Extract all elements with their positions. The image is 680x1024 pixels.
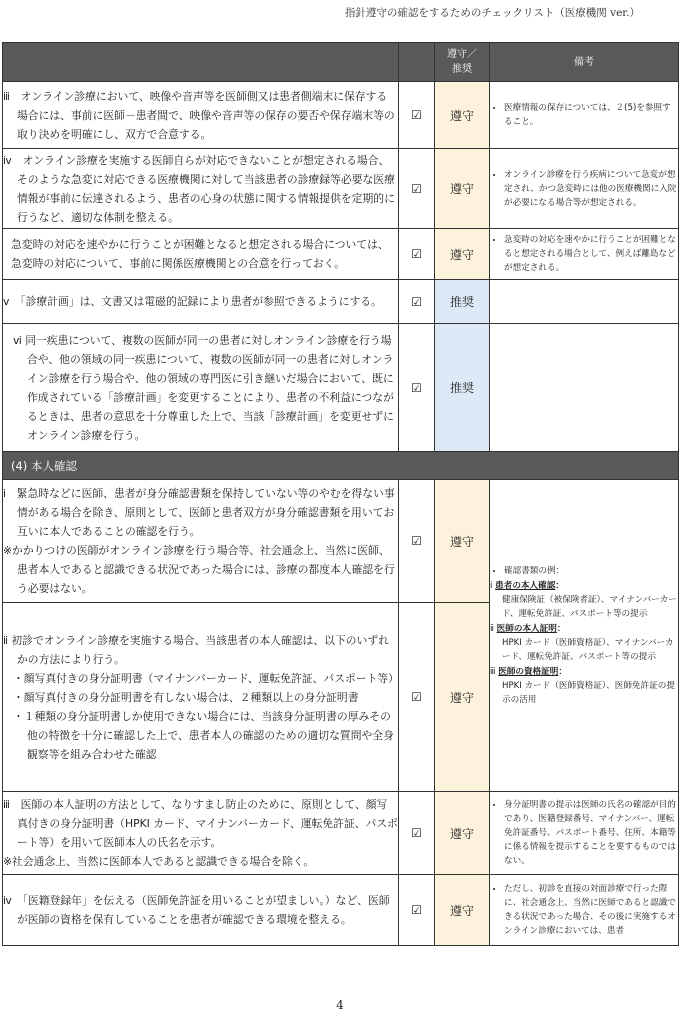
- status-cell: 推奨: [435, 280, 490, 324]
- remarks-cell: [490, 280, 679, 324]
- subitem-label: ⅰ: [490, 581, 493, 591]
- header-blank: [3, 43, 399, 82]
- status-cell: 遵守: [435, 603, 490, 792]
- remarks-cell: [490, 792, 679, 875]
- checkbox[interactable]: ☑: [399, 229, 435, 280]
- checkbox[interactable]: ☑: [399, 82, 435, 149]
- remarks-cell: [490, 149, 679, 229]
- section-header-row: [3, 452, 679, 480]
- subitem-text: 健康保険証（被保険者証）、マイナンバーカード、運転免許証、パスポート等の提示: [502, 595, 677, 619]
- subitem-text: HPKI カード（医師資格証）、医師免許証の提示の活用: [502, 681, 675, 705]
- remarks-cell: [490, 324, 679, 452]
- remarks-cell: [490, 229, 679, 280]
- item-text: ⅵ 同一疾患について、複数の医師が同一の患者に対しオンライン診療を行う場合や、他の領域の同一疾患について、複数の医師が同一の患者に対しオンライン診療を行う場合や、他の領域の専門医に引き継いだ場合において、既に作成されている「診療計画」を変更することにより、患者の不利益につながるときは、患者の意思を十分尊重した上で、当該「診療計画」を変更せずにオンライン診療を行う。: [3, 324, 399, 452]
- item-bullet: ・顔写真付きの身分証明書（マイナンバーカード、運転免許証、パスポート等）: [13, 671, 399, 685]
- remarks-cell: [490, 480, 679, 792]
- header-compliance-line2: 推奨: [452, 64, 472, 75]
- checkbox[interactable]: ☑: [399, 280, 435, 324]
- checkbox[interactable]: ☑: [399, 324, 435, 452]
- header-check: [399, 43, 435, 82]
- checkbox[interactable]: ☑: [399, 603, 435, 792]
- item-main-text: ⅲ 医師の本人証明の方法として、なりすまし防止のために、原則として、顔写真付きの身分証明書（HPKI カード、マイナンバーカード、運転免許証、パスポート等）を用いて医師本人の氏名を示す。: [3, 798, 398, 849]
- page-number: 4: [336, 998, 344, 1012]
- item-footnote: ※かかりつけの医師がオンライン診療を行う場合等、社会通念上、当然に医師、患者本人であると認識できる状況であった場合には、診療の都度本人確認を行う必要はない。: [3, 544, 395, 595]
- table-row: [3, 82, 679, 149]
- status-cell: 遵守: [435, 149, 490, 229]
- item-bullet: ・１種類の身分証明書しか使用できない場合には、当該身分証明書の厚みその他の特徴を十分に確認した上で、患者本人の確認のための適切な質問や全身観察等を組み合わせた確認: [13, 709, 394, 761]
- item-bullet: ・顔写真付きの身分証明書を有しない場合は、２種類以上の身分証明書: [13, 690, 359, 704]
- table-row: [3, 229, 679, 280]
- table-row: [3, 149, 679, 229]
- remarks-cell: [490, 875, 679, 946]
- subitem-title: 医師の本人証明: [496, 624, 557, 634]
- item-text: [3, 480, 399, 603]
- status-cell: 遵守: [435, 875, 490, 946]
- remark-item: • 確認書類の例：: [504, 564, 678, 578]
- page-header: 指針遵守の確認をするためのチェックリスト（医療機関 ver.）: [344, 7, 640, 19]
- header-compliance-line1: 遵守／: [447, 49, 477, 60]
- item-footnote: ※社会通念上、当然に医師本人であると認識できる場合を除く。: [3, 855, 315, 868]
- header-remarks: 備考: [490, 43, 679, 82]
- item-text: [3, 603, 399, 792]
- remark-subitem: ⅰ 患者の本人確認： 健康保険証（被保険者証）、マイナンバーカード、運転免許証、パスポート等の提示: [490, 581, 677, 619]
- remark-item: • 急変時の対応を速やかに行うことが困難となると想定される場合として、例えば離島などが想定される。: [504, 233, 678, 275]
- table-row: [3, 480, 679, 603]
- subitem-text: HPKI カード（医師資格証）、マイナンバーカード、運転免許証、パスポート等の提示: [502, 638, 674, 662]
- item-text: ⅲ オンライン診療において、映像や音声等を医師側又は患者側端末に保存する場合には、事前に医師－患者間で、映像や音声等の保存の要否や保存端末等の取り決めを明確にし、双方で合意する。: [3, 82, 399, 149]
- remarks-cell: [490, 82, 679, 149]
- status-cell: 遵守: [435, 480, 490, 603]
- status-cell: 遵守: [435, 82, 490, 149]
- item-text: ⅳ 「医籍登録年」を伝える（医師免許証を用いることが望ましい。）など、医師が医師の資格を保有していることを患者が確認できる環境を整える。: [3, 875, 399, 946]
- table-row: [3, 324, 679, 452]
- table-row: [3, 875, 679, 946]
- remark-item: • 医療情報の保存については、２(5)を参照すること。: [504, 101, 678, 129]
- remark-subitem: ⅱ 医師の本人証明： HPKI カード（医師資格証）、マイナンバーカード、運転免許証、パスポート等の提示: [490, 622, 678, 664]
- checkbox[interactable]: ☑: [399, 792, 435, 875]
- item-text: [3, 792, 399, 875]
- remark-subitem: ⅲ 医師の資格証明： HPKI カード（医師資格証）、医師免許証の提示の活用: [490, 665, 678, 707]
- status-cell: 推奨: [435, 324, 490, 452]
- item-text: ⅴ 「診療計画」は、文書又は電磁的記録により患者が参照できるようにする。: [3, 280, 399, 324]
- checkbox[interactable]: ☑: [399, 480, 435, 603]
- subitem-label: ⅲ: [490, 667, 496, 677]
- remark-item: • オンライン診療を行う疾病について急変が想定され、かつ急変時には他の医療機関に入院が必要になる場合等が想定される。: [504, 168, 678, 210]
- item-text: 急変時の対応を速やかに行うことが困難となると想定される場合については、急変時の対応について、事前に関係医療機関との合意を行っておく。: [3, 229, 399, 280]
- remark-item: • ただし、初診を直接の対面診療で行った際に、社会通念上、当然に医師であると認識できる状況であった場合、その後に実施するオンライン診療においては、患者: [504, 882, 678, 938]
- subitem-label: ⅱ: [490, 624, 494, 634]
- item-text: ⅳ オンライン診療を実施する医師自らが対応できないことが想定される場合、そのような急変に対応できる医療機関に対して当該患者の診療録等必要な医療情報が事前に伝達されるよう、患者の心身の状態に関する情報提供を定期的に行うなど、適切な体制を整える。: [3, 149, 399, 229]
- checklist-table: [2, 42, 679, 946]
- header-compliance: [435, 43, 490, 82]
- section-title: (4) 本人確認: [3, 452, 679, 480]
- item-main-text: ⅱ 初診でオンライン診療を実施する場合、当該患者の本人確認は、以下のいずれかの方法により行う。: [3, 633, 389, 666]
- checkbox[interactable]: ☑: [399, 149, 435, 229]
- table-row: [3, 792, 679, 875]
- status-cell: 遵守: [435, 792, 490, 875]
- table-row: [3, 280, 679, 324]
- status-cell: 遵守: [435, 229, 490, 280]
- item-main-text: ⅰ 緊急時などに医師、患者が身分確認書類を保持していない等のやむを得ない事情がある場合を除き、原則として、医師と患者双方が身分確認書類を用いてお互いに本人であることの確認を行う。: [3, 487, 395, 538]
- table-header-row: [3, 43, 679, 82]
- remark-item: • 身分証明書の提示は医師の氏名の確認が目的であり、医籍登録番号、マイナンバー、運転免許証番号、パスポート番号、住所、本籍等に係る情報を提示することを要するものではない。: [504, 798, 678, 868]
- subitem-title: 医師の資格証明: [498, 667, 559, 677]
- subitem-title: 患者の本人確認: [495, 581, 556, 591]
- checkbox[interactable]: ☑: [399, 875, 435, 946]
